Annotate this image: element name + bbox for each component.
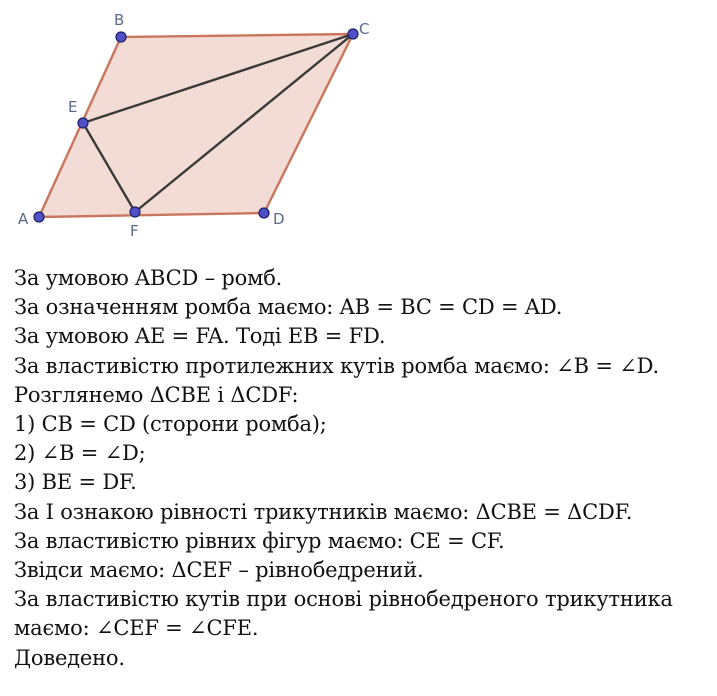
label-d: D — [273, 210, 285, 228]
point-a — [34, 212, 44, 222]
proof-line: За властивістю рівних фігур маємо: CE = CF. — [14, 528, 505, 553]
label-a: A — [18, 210, 29, 228]
proof-line: За властивістю кутів при основі рівнобедреного трикутника — [14, 587, 673, 612]
proof-line: За умовою ABCD – ромб. — [14, 266, 283, 290]
label-f: F — [130, 222, 139, 240]
label-b: B — [114, 11, 125, 29]
proof-line: Доведено. — [14, 645, 125, 670]
proof-line: Звідси маємо: ΔCEF – рівнобедрений. — [14, 558, 424, 583]
point-f — [130, 207, 140, 217]
proof-line: 3) BE = DF. — [14, 470, 137, 495]
rhombus-diagram — [0, 0, 717, 250]
proof-line: маємо: ∠CEF = ∠CFE. — [14, 616, 259, 641]
proof-line: За властивістю протилежних кутів ромба маємо: ∠B = ∠D. — [14, 353, 659, 378]
proof-line: За означенням ромба маємо: AB = BC = CD = AD. — [14, 295, 563, 320]
label-c: C — [359, 20, 370, 38]
proof-line: Розглянемо ΔCBE і ΔCDF: — [14, 382, 299, 407]
proof-line: За І ознакою рівності трикутників маємо: ΔCBE = ΔCDF. — [14, 499, 633, 524]
label-e: E — [68, 98, 78, 116]
point-d — [259, 208, 269, 218]
proof-text — [14, 264, 714, 673]
proof-line: 1) CB = CD (сторони ромба); — [14, 412, 327, 437]
proof-line: 2) ∠B = ∠D; — [14, 441, 146, 466]
point-e — [78, 118, 88, 128]
point-b — [116, 32, 126, 42]
point-c — [348, 29, 358, 39]
proof-line: За умовою AE = FA. Тоді EB = FD. — [14, 324, 386, 349]
